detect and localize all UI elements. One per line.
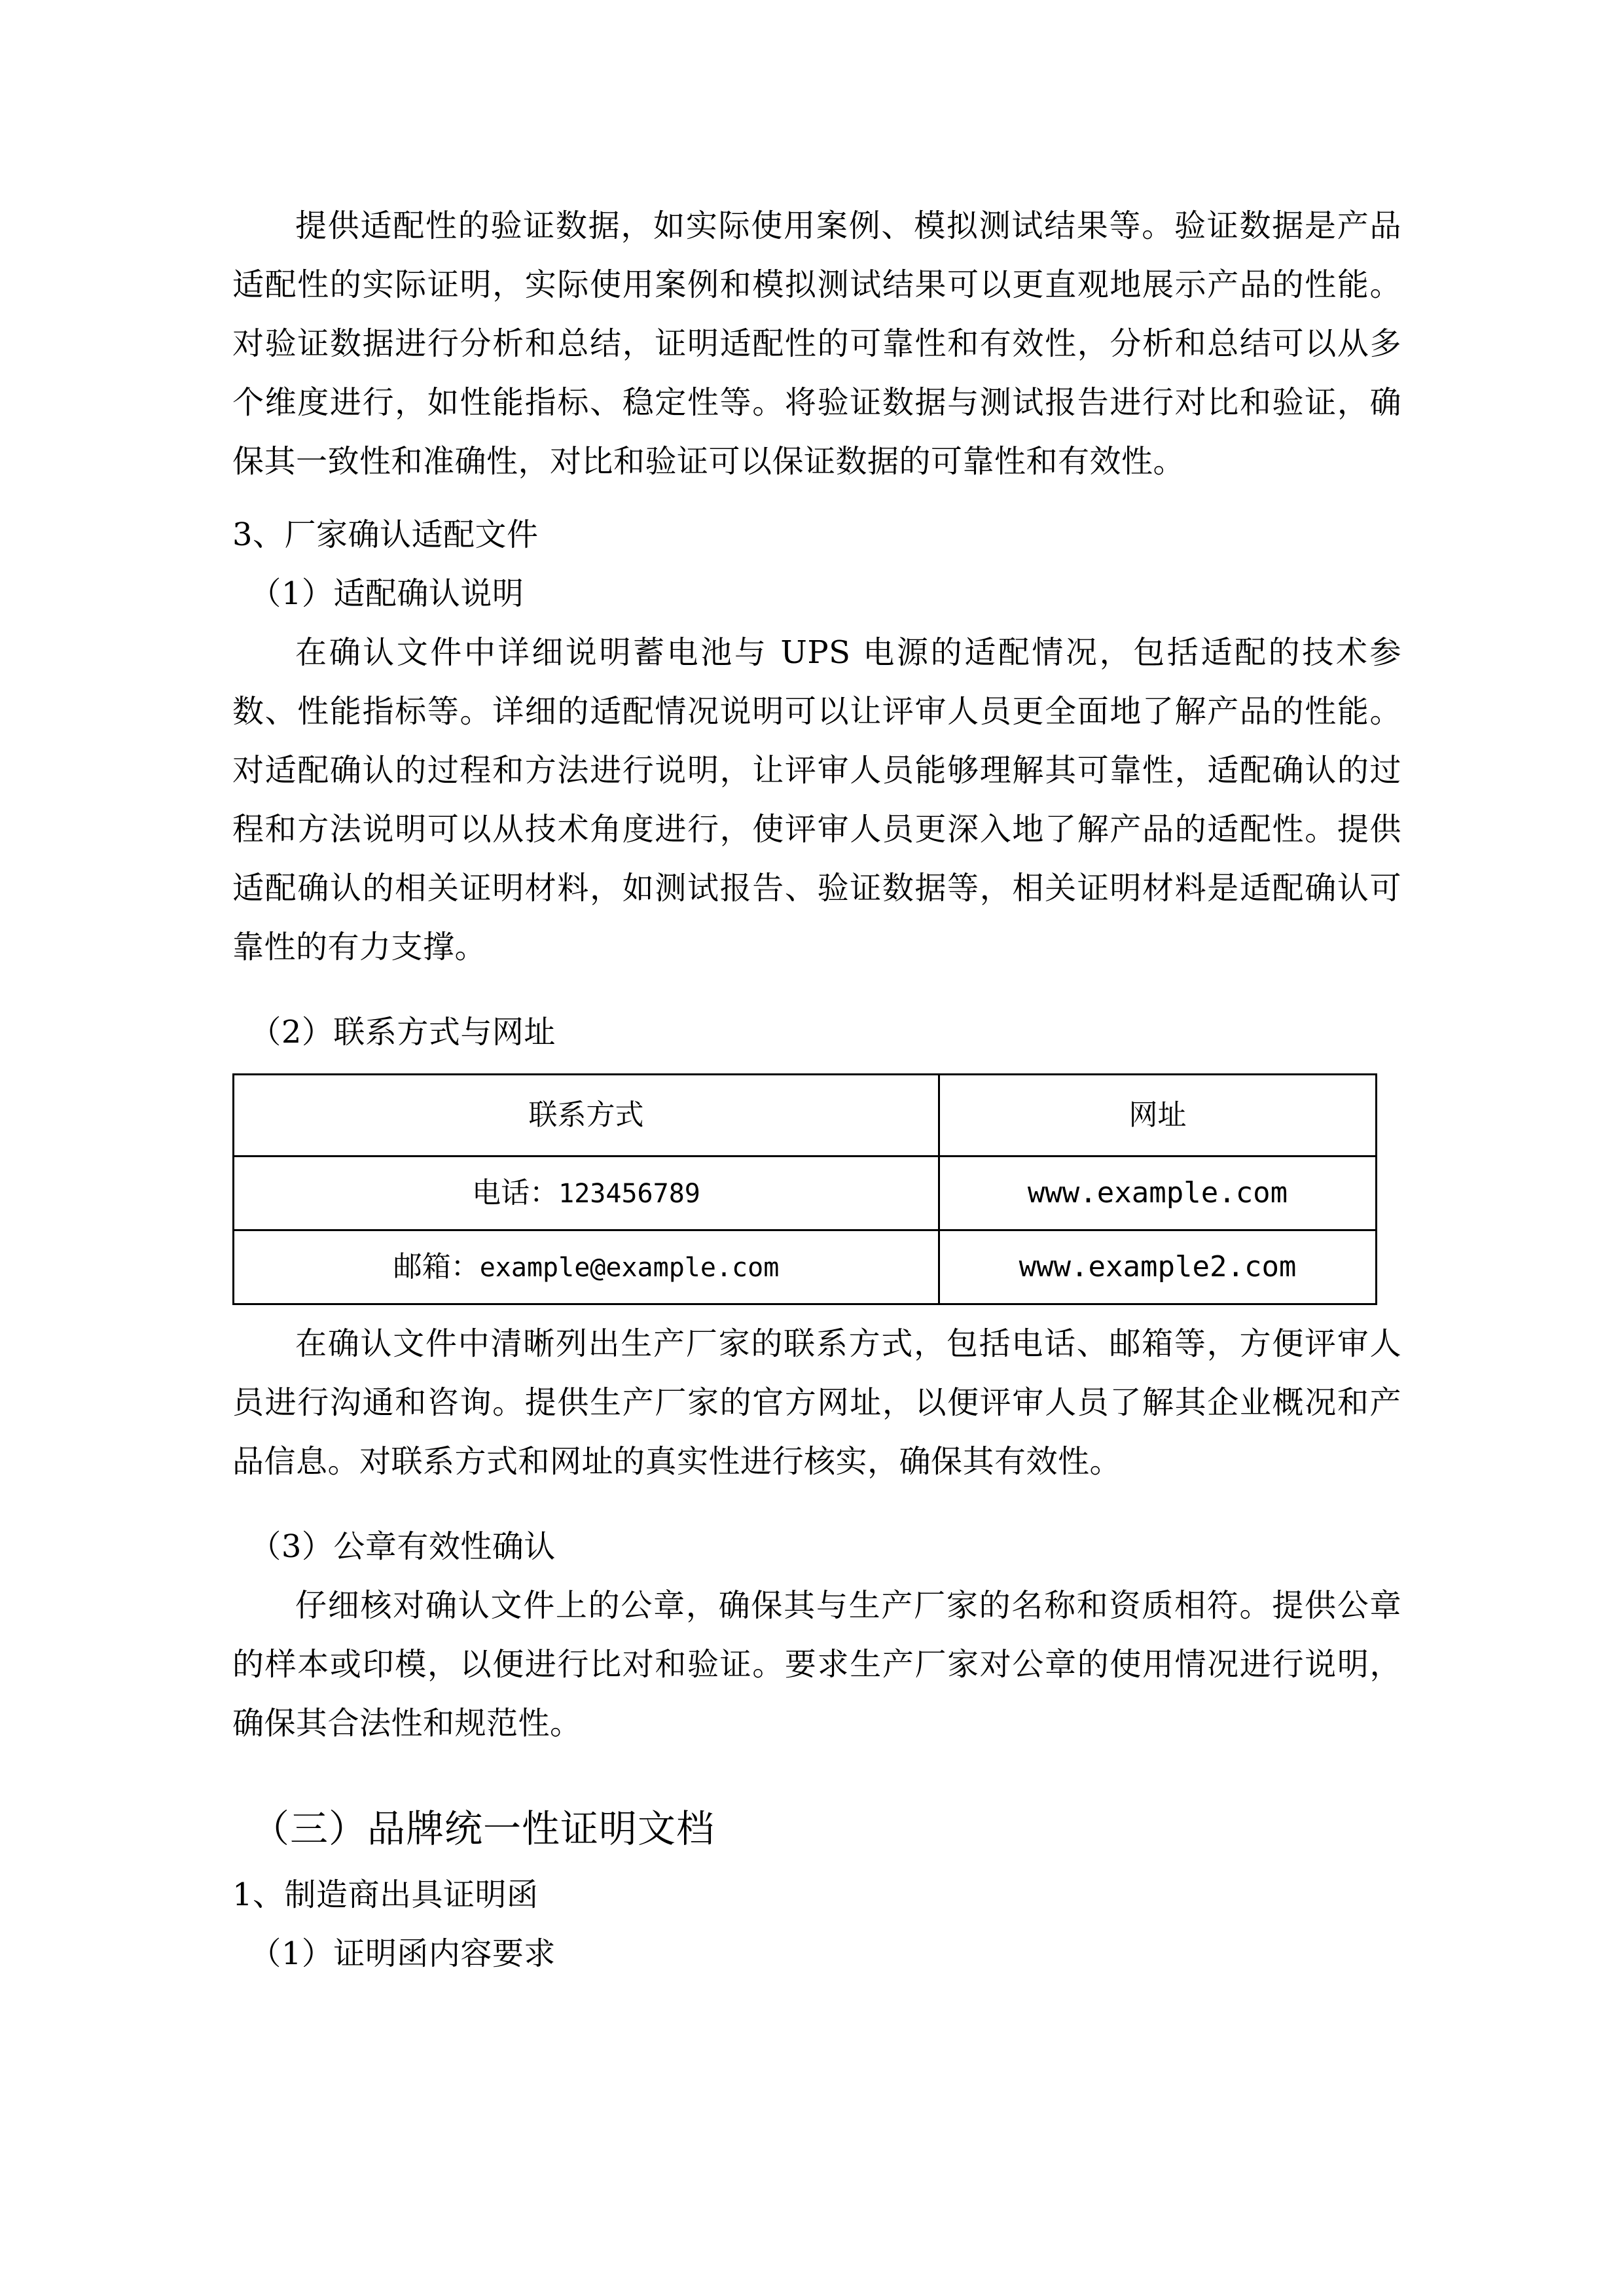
table-row: [234, 1230, 1377, 1304]
spacer: [232, 1753, 1401, 1792]
table-cell-website-2: www.example2.com: [939, 1230, 1377, 1304]
spacer: [232, 1491, 1401, 1517]
phone-value: 123456789: [558, 1178, 700, 1209]
email-label: 邮箱：: [393, 1249, 480, 1283]
table-cell-website-1: www.example.com: [939, 1157, 1377, 1230]
heading-brand-consistency-docs: （三）品牌统一性证明文档: [251, 1806, 715, 1851]
heading-manufacturer-confirm-file: 3、厂家确认适配文件: [232, 516, 539, 553]
heading-contact-and-website: （2）联系方式与网址: [249, 1014, 556, 1050]
table-header-contact: 联系方式: [234, 1075, 939, 1157]
table-cell-contact-phone: [234, 1157, 939, 1230]
heading-adaptation-confirm-desc: （1）适配确认说明: [249, 575, 524, 612]
table-header-row: [234, 1075, 1377, 1157]
paragraph-contact-info: 在确认文件中清晰列出生产厂家的联系方式，包括电话、邮箱等，方便评审人员进行沟通和咨询。提供生产厂家的官方网址，以便评审人员了解其企业概况和产品信息。对联系方式和网址的真实性进行核实，确保其有效性。: [232, 1325, 1401, 1480]
paragraph-validation-data: 提供适配性的验证数据，如实际使用案例、模拟测试结果等。验证数据是产品适配性的实际证明，实际使用案例和模拟测试结果可以更直观地展示产品的性能。对验证数据进行分析和总结，证明适配性的可靠性和有效性，分析和总结可以从多个维度进行，如性能指标、稳定性等。将验证数据与测试报告进行对比和验证，确保其一致性和准确性，对比和验证可以保证数据的可靠性和有效性。: [232, 207, 1401, 480]
contact-table: [232, 1073, 1377, 1305]
spacer: [232, 491, 1401, 505]
table-cell-contact-email: [234, 1230, 939, 1304]
heading-seal-validity-confirm: （3）公章有效性确认: [249, 1528, 556, 1565]
email-value: example@example.com: [479, 1252, 780, 1283]
table-row: [234, 1157, 1377, 1230]
spacer: [232, 977, 1401, 1003]
phone-label: 电话：: [472, 1175, 559, 1210]
table-header-website: 网址: [939, 1075, 1377, 1157]
paragraph-seal-validity: 仔细核对确认文件上的公章，确保其与生产厂家的名称和资质相符。提供公章的样本或印模，以便进行比对和验证。要求生产厂家对公章的使用情况进行说明，确保其合法性和规范性。: [232, 1587, 1401, 1742]
heading-manufacturer-letter: 1、制造商出具证明函: [232, 1876, 539, 1913]
heading-letter-content-requirements: （1）证明函内容要求: [249, 1935, 556, 1972]
paragraph-adaptation-confirm: 在确认文件中详细说明蓄电池与 UPS 电源的适配情况，包括适配的技术参数、性能指标等。详细的适配情况说明可以让评审人员更全面地了解产品的性能。对适配确认的过程和方法进行说明，让评审人员能够理解其可靠性，适配确认的过程和方法说明可以从技术角度进行，使评审人员更深入地了解产品的适配性。提供适配确认的相关证明材料，如测试报告、验证数据等，相关证明材料是适配确认可靠性的有力支撑。: [232, 634, 1401, 965]
